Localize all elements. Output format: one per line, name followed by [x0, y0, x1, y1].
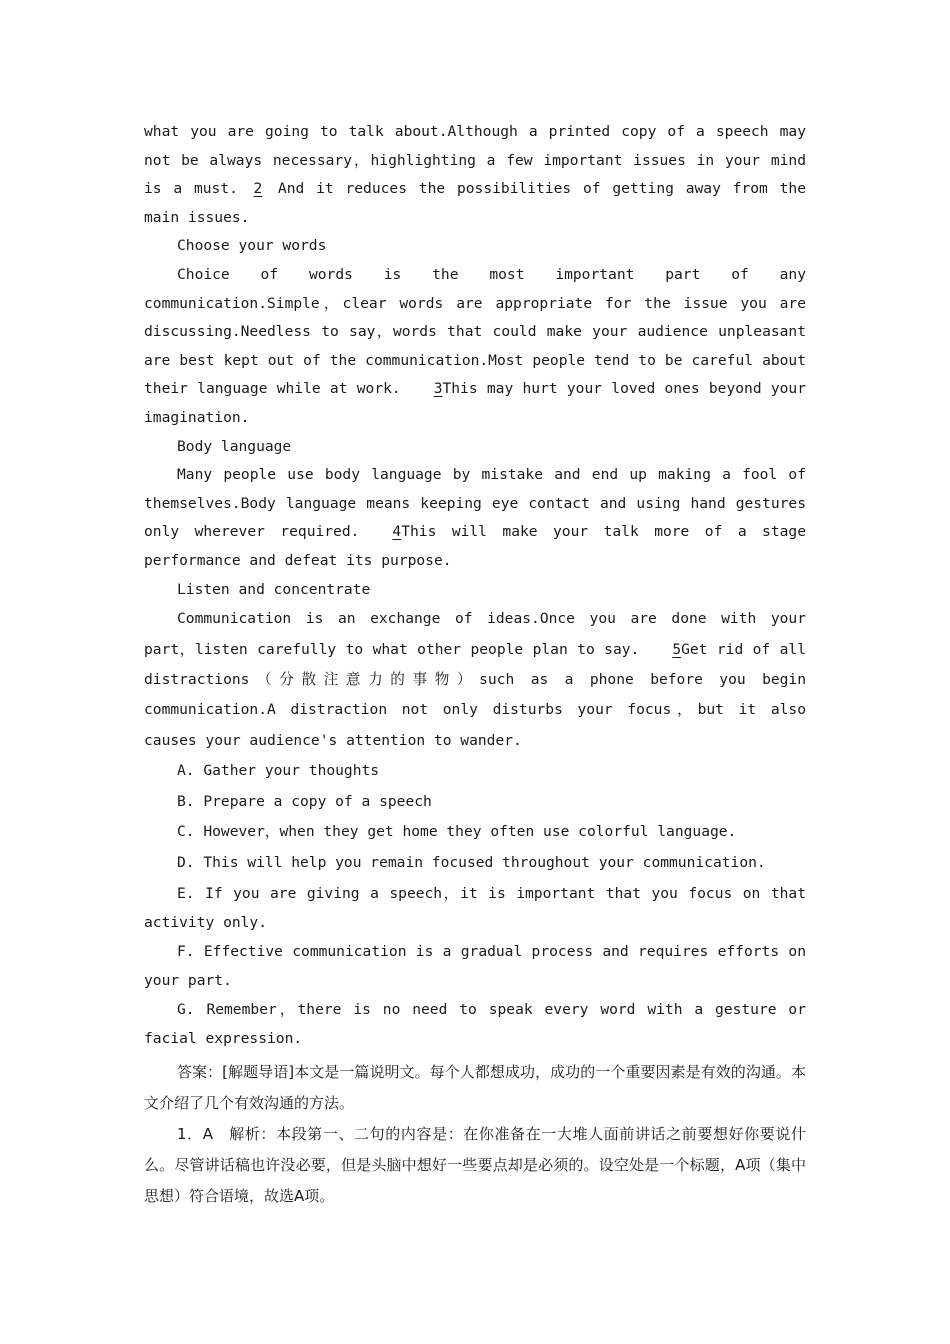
blank-4: 4	[392, 523, 402, 541]
paragraph-text: This may hurt your loved ones beyond your imagination.	[144, 380, 806, 426]
section-heading-listen: Listen and concentrate	[177, 580, 371, 598]
paragraph-choose-words	[144, 261, 806, 433]
paragraph-text: Communication is an exchange of ideas.Once you are done with your part，listen carefully to what other people plan to say.	[144, 610, 806, 658]
option-f: F. Effective communication is a gradual process and requires efforts on your part.	[144, 942, 806, 989]
option-d: D. This will help you remain focused throughout your communication.	[177, 853, 766, 871]
section-heading-body-language: Body language	[177, 437, 292, 455]
paragraph-listen	[144, 604, 806, 756]
option-c: C. However，when they get home they often use colorful language.	[177, 823, 737, 841]
answer-intro: 答案：[解题导语]本文是一篇说明文。每个人都想成功，成功的一个重要因素是有效的沟通。本文介绍了几个有效沟通的方法。	[144, 1062, 806, 1112]
blank-5: 5	[672, 640, 682, 658]
paragraph-text: what you are going to talk about.Although a printed copy of a speech may not be always necessary，highlighting a few important issues in your mind is a must.	[144, 123, 806, 198]
blank-3: 3	[433, 380, 443, 398]
option-b: B. Prepare a copy of a speech	[177, 792, 432, 810]
option-g: G. Remember，there is no need to speak every word with a gesture or facial expression.	[144, 1000, 806, 1047]
paragraph-gather-thoughts	[144, 118, 806, 232]
paragraph-text: And it reduces the possibilities of getting away from the main issues.	[144, 180, 806, 226]
option-a: A. Gather your thoughts	[177, 762, 380, 780]
paragraph-text: Get rid of all distractions（分散注意力的事物）such as a phone before you begin communication.A distraction not only disturbs your focus，but it also causes your audience's attention to wander.	[144, 640, 806, 749]
paragraph-text: Many people use body language by mistake and end up making a fool of themselves.Body language means keeping eye contact and using hand gestures only wherever required.	[144, 466, 806, 541]
paragraph-text: This will make your talk more of a stage performance and defeat its purpose.	[144, 523, 806, 569]
answer-explanation-1: 1．A 解析：本段第一、二句的内容是：在你准备在一大堆人面前讲话之前要想好你要说什么。尽管讲话稿也许没必要，但是头脑中想好一些要点却是必须的。设空处是一个标题，A项（集中思想）符合语境，故选A项。	[144, 1124, 806, 1205]
document-page	[144, 118, 806, 1212]
blank-2: 2	[253, 180, 263, 198]
paragraph-body-language	[144, 461, 806, 575]
option-e: E. If you are giving a speech，it is important that you focus on that activity only.	[144, 884, 806, 931]
paragraph-text: Choice of words is the most important part of any communication.Simple，clear words are appropriate for the issue you are discussing.Needless to say，words that could make your audience unpleasant are best kept out of the communication.Most people tend to be careful about their language while at work.	[144, 265, 806, 398]
section-heading-choose-words: Choose your words	[177, 237, 327, 255]
